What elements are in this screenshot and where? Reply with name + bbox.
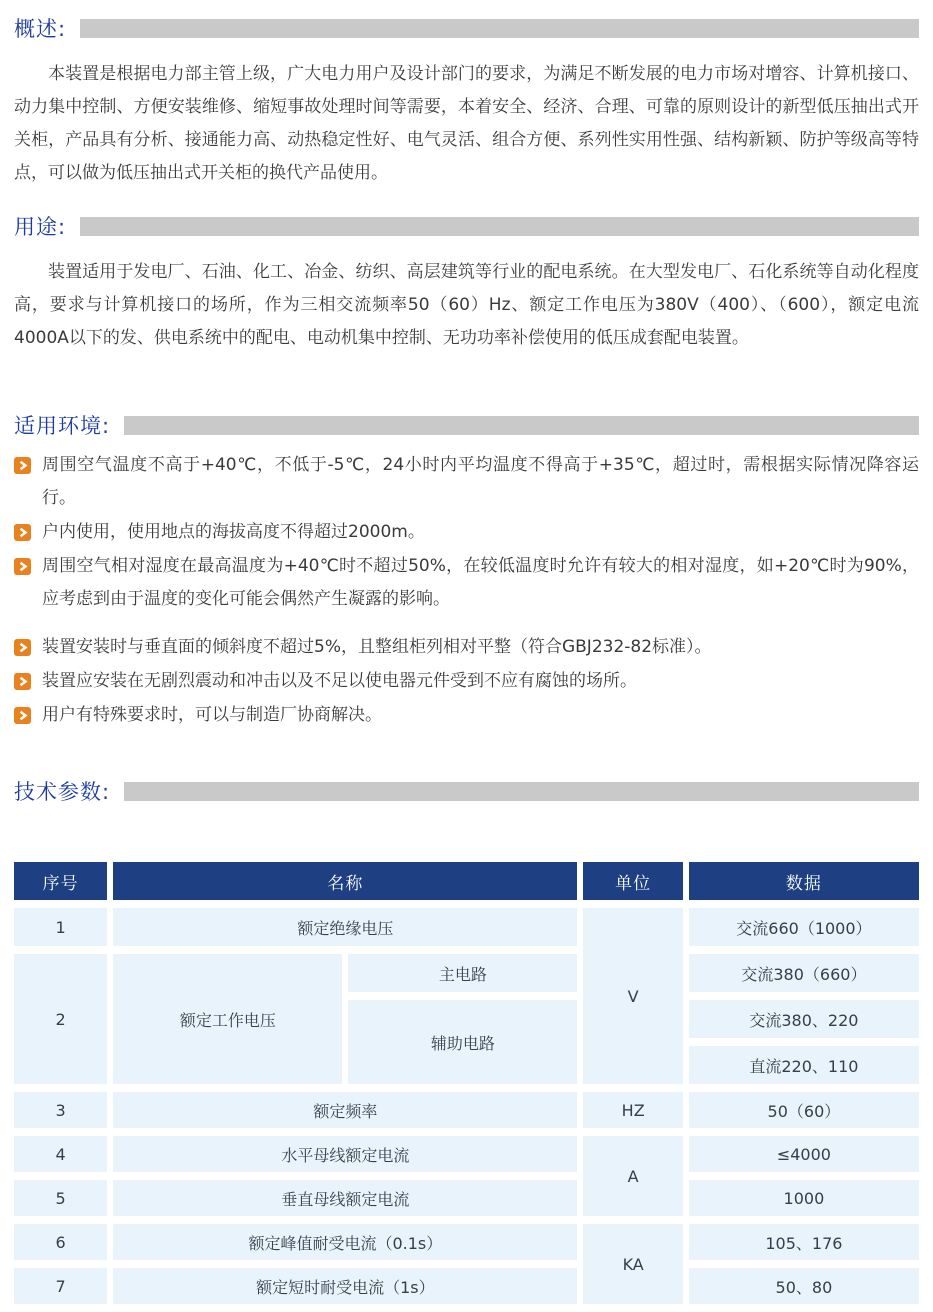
arrow-bullet-icon xyxy=(14,558,31,575)
cell-r4-name: 水平母线额定电流 xyxy=(113,1136,577,1172)
header-bar xyxy=(124,416,919,435)
table-header-row xyxy=(14,862,919,900)
section-header-environment xyxy=(14,410,919,440)
col-header-unit: 单位 xyxy=(583,862,682,900)
cell-r5-data: 1000 xyxy=(689,1180,919,1216)
col-header-name: 名称 xyxy=(113,862,577,900)
bullet-item xyxy=(14,631,919,664)
bullet-text: 周围空气相对湿度在最高温度为+40℃时不超过50%，在较低温度时允许有较大的相对湿度，如+20℃时为90%，应考虑到由于温度的变化可能会偶然产生凝露的影响。 xyxy=(42,556,919,609)
environment-bullet-list xyxy=(14,449,919,732)
table-row xyxy=(14,1268,919,1304)
col-header-data: 数据 xyxy=(689,862,919,900)
cell-r2-sub2: 辅助电路 xyxy=(348,1000,577,1084)
table-row xyxy=(14,1136,919,1172)
cell-r3-no: 3 xyxy=(14,1092,107,1128)
cell-r6-name: 额定峰值耐受电流（0.1s） xyxy=(113,1224,577,1260)
header-bar xyxy=(80,19,919,38)
cell-r1-data: 交流660（1000） xyxy=(689,908,919,946)
section-header-tech-params xyxy=(14,776,919,806)
cell-r2-name: 额定工作电压 xyxy=(113,954,342,1084)
bullet-text: 装置安装时与垂直面的倾斜度不超过5%，且整组柜列相对平整（符合GBJ232-82标准）。 xyxy=(42,637,712,657)
cell-unit-ka: KA xyxy=(583,1224,682,1304)
bullet-item xyxy=(14,665,919,698)
table-row xyxy=(14,908,919,946)
cell-r7-no: 7 xyxy=(14,1268,107,1304)
cell-unit-a: A xyxy=(583,1136,682,1216)
section-header-overview xyxy=(14,13,919,43)
section-title-environment: 适用环境: xyxy=(14,414,111,438)
section-title-tech-params: 技术参数: xyxy=(14,780,111,804)
cell-r4-data: ≤4000 xyxy=(689,1136,919,1172)
header-bar xyxy=(80,217,919,236)
cell-r1-no: 1 xyxy=(14,908,107,946)
bullet-text: 户内使用，使用地点的海拔高度不得超过2000m。 xyxy=(42,522,425,542)
table-row xyxy=(14,1180,919,1216)
arrow-bullet-icon xyxy=(14,639,31,656)
bullet-text: 装置应安装在无剧烈震动和冲击以及不足以使电器元件受到不应有腐蚀的场所。 xyxy=(42,671,637,691)
cell-r2-sub1-data: 交流380（660） xyxy=(689,954,919,992)
arrow-bullet-icon xyxy=(14,707,31,724)
arrow-bullet-icon xyxy=(14,524,31,541)
cell-r6-data: 105、176 xyxy=(689,1224,919,1260)
section-title-overview: 概述: xyxy=(14,17,67,41)
cell-r3-name: 额定频率 xyxy=(113,1092,577,1128)
tech-params-table xyxy=(8,854,925,1312)
cell-unit-hz: HZ xyxy=(583,1092,682,1128)
cell-r1-name: 额定绝缘电压 xyxy=(113,908,577,946)
bullet-item xyxy=(14,550,919,616)
cell-r2-sub1: 主电路 xyxy=(348,954,577,992)
cell-r7-data: 50、80 xyxy=(689,1268,919,1304)
cell-r3-data: 50（60） xyxy=(689,1092,919,1128)
cell-r2-sub2-data2: 直流220、110 xyxy=(689,1046,919,1084)
cell-r4-no: 4 xyxy=(14,1136,107,1172)
bullet-text: 用户有特殊要求时，可以与制造厂协商解决。 xyxy=(42,705,382,725)
cell-unit-v: V xyxy=(583,908,682,1084)
col-header-index: 序号 xyxy=(14,862,107,900)
cell-r7-name: 额定短时耐受电流（1s） xyxy=(113,1268,577,1304)
bullet-item xyxy=(14,699,919,732)
section-title-usage: 用途: xyxy=(14,215,67,239)
table-row xyxy=(14,954,919,992)
cell-r2-sub2-data1: 交流380、220 xyxy=(689,1000,919,1038)
cell-r2-no: 2 xyxy=(14,954,107,1084)
arrow-bullet-icon xyxy=(14,457,31,474)
overview-paragraph: 本装置是根据电力部主管上级，广大电力用户及设计部门的要求，为满足不断发展的电力市场对增容、计算机接口、动力集中控制、方便安装维修、缩短事故处理时间等需要，本着安全、经济、合理、可靠的原则设计的新型低压抽出式开关柜，产品具有分析、接通能力高、动热稳定性好、电气灵活、组合方便、系列性实用性强、结构新颖、防护等级高等特点，可以做为低压抽出式开关柜的换代产品使用。 xyxy=(14,64,919,183)
bullet-item xyxy=(14,449,919,515)
header-bar xyxy=(124,782,919,801)
table-row xyxy=(14,1224,919,1260)
arrow-bullet-icon xyxy=(14,673,31,690)
cell-r5-no: 5 xyxy=(14,1180,107,1216)
table-row xyxy=(14,1092,919,1128)
cell-r6-no: 6 xyxy=(14,1224,107,1260)
bullet-item xyxy=(14,516,919,549)
bullet-text: 周围空气温度不高于+40℃，不低于-5℃，24小时内平均温度不得高于+35℃，超过时，需根据实际情况降容运行。 xyxy=(42,455,919,508)
section-header-usage xyxy=(14,211,919,241)
usage-paragraph: 装置适用于发电厂、石油、化工、冶金、纺织、高层建筑等行业的配电系统。在大型发电厂、石化系统等自动化程度高，要求与计算机接口的场所，作为三相交流频率50（60）Hz、额定工作电压为380V（400）、（600），额定电流4000A以下的发、供电系统中的配电、电动机集中控制、无功功率补偿使用的低压成套配电装置。 xyxy=(14,262,919,348)
cell-r5-name: 垂直母线额定电流 xyxy=(113,1180,577,1216)
